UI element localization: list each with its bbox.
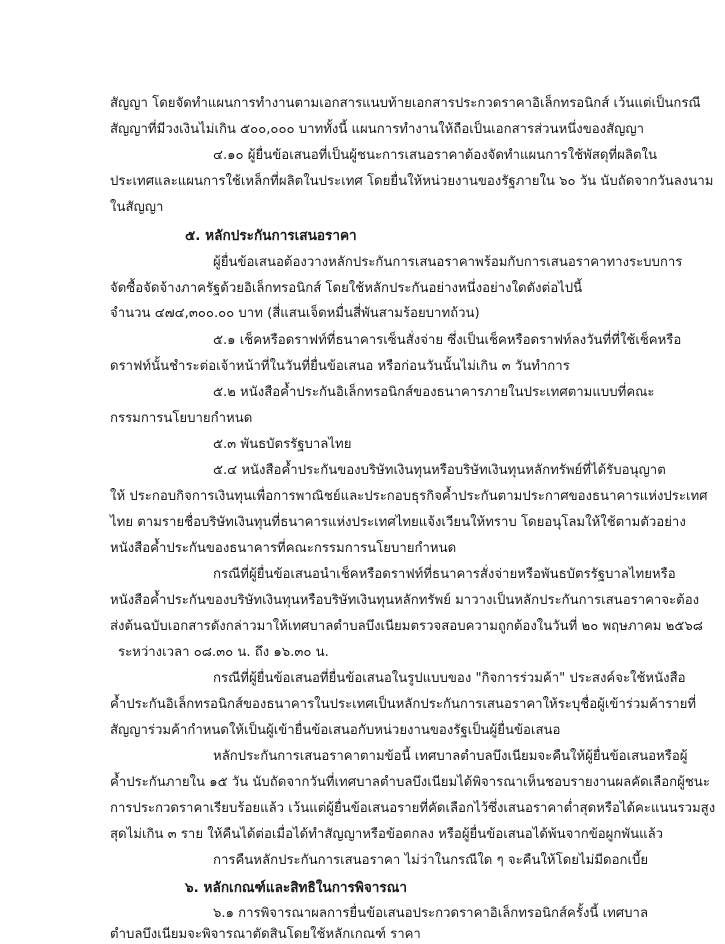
clause-6-1: ๖.๑ การพิจารณาผลการยื่นข้อเสนอประกวดราคาอิเล็กทรอนิกส์ครั้งนี้ เทศบาล xyxy=(213,906,649,921)
clause-4-10-heading: ๔.๑๐ ผู้ยื่นข้อเสนอที่เป็นผู้ชนะการเสนอราคาต้องจัดทำแผนการใช้พัสดุที่ผลิตใน xyxy=(213,148,657,163)
text-line: ค้ำประกันอิเล็กทรอนิกส์ของธนาคารในประเทศเป็นหลักประกันการเสนอราคาให้ระบุชื่อผู้เข้าร่วมค้ารายที่ xyxy=(110,697,697,712)
text-line: กรณีที่ผู้ยื่นข้อเสนอที่ยื่นข้อเสนอในรูปแบบของ "กิจการร่วมค้า" ประสงค์จะใช้หนังสือ xyxy=(213,671,686,686)
text-line: หนังสือค้ำประกันของบริษัทเงินทุนหรือบริษัทเงินทุนหลักทรัพย์ มาวางเป็นหลักประกันการเสนอราคาจะต้อง xyxy=(110,593,700,608)
text-line: หนังสือค้ำประกันของธนาคารที่คณะกรรมการนโยบายกำหนด xyxy=(110,541,457,556)
clause-5-3: ๕.๓ พันธบัตรรัฐบาลไทย xyxy=(213,437,352,452)
text-line: หลักประกันการเสนอราคาตามข้อนี้ เทศบาลตำบลบึงเนียมจะคืนให้ผู้ยื่นข้อเสนอหรือผู้ xyxy=(213,749,688,764)
section-5-heading: ๕. หลักประกันการเสนอราคา xyxy=(185,228,357,244)
section-6-heading: ๖. หลักเกณฑ์และสิทธิในการพิจารณา xyxy=(185,880,407,896)
text-line: กรณีที่ผู้ยื่นข้อเสนอนำเช็คหรือดราฟท์ที่ธนาคารสั่งจ่ายหรือพันธบัตรรัฐบาลไทยหรือ xyxy=(213,567,676,582)
text-line: ผู้ยื่นข้อเสนอต้องวางหลักประกันการเสนอราคาพร้อมกับการเสนอราคาทางระบบการ xyxy=(213,255,683,270)
clause-5-4: ๕.๔ หนังสือค้ำประกันของบริษัทเงินทุนหรือบริษัทเงินทุนหลักทรัพย์ที่ได้รับอนุญาต xyxy=(213,463,666,478)
text-line: การประกวดราคาเรียบร้อยแล้ว เว้นแต่ผู้ยื่นข้อเสนอรายที่คัดเลือกไว้ซึ่งเสนอราคาต่ำสุดหรือได้คะแนนรวมสูง xyxy=(110,801,716,816)
text-line: สุดไม่เกิน ๓ ราย ให้คืนได้ต่อเมื่อได้ทำสัญญาหรือข้อตกลง หรือผู้ยื่นข้อเสนอได้พ้นจากข้อผูกพันแล้ว xyxy=(110,827,664,842)
text-line: ค้ำประกันภายใน ๑๕ วัน นับถัดจากวันที่เทศบาลตำบลบึงเนียมได้พิจารณาเห็นชอบรายงานผลคัดเลือกผู้ชนะ xyxy=(110,775,710,790)
text-line: ดราฟท์นั้นชำระต่อเจ้าหน้าที่ในวันที่ยื่นข้อเสนอ หรือก่อนวันนั้นไม่เกิน ๓ วันทำการ xyxy=(110,359,570,374)
text-line: ประเทศและแผนการใช้เหล็กที่ผลิตในประเทศ โดยยื่นให้หน่วยงานของรัฐภายใน ๖๐ วัน นับถัดจากวันลงนาม xyxy=(110,174,714,189)
text-line: สัญญา โดยจัดทำแผนการทำงานตามเอกสารแนบท้ายเอกสารประกวดราคาอิเล็กทรอนิกส์ เว้นแต่เป็นกรณี xyxy=(110,96,701,111)
text-line: ไทย ตามรายชื่อบริษัทเงินทุนที่ธนาคารแห่งประเทศไทยแจ้งเวียนให้ทราบ โดยอนุโลมให้ใช้ตามตัวอย่าง xyxy=(110,515,686,530)
text-line: ให้ ประกอบกิจการเงินทุนเพื่อการพาณิชย์และประกอบธุรกิจค้ำประกันตามประกาศของธนาคารแห่งประเทศ xyxy=(110,489,708,504)
guarantee-amount: จำนวน ๔๗๔,๓๐๐.๐๐ บาท (สี่แสนเจ็ดหมื่นสี่พันสามร้อยบาทถ้วน) xyxy=(110,306,480,321)
clause-5-2: ๕.๒ หนังสือค้ำประกันอิเล็กทรอนิกส์ของธนาคารภายในประเทศตามแบบที่คณะ xyxy=(213,385,655,400)
text-line: สัญญาที่มีวงเงินไม่เกิน ๕๐๐,๐๐๐ บาททั้งนี้ แผนการทำงานให้ถือเป็นเอกสารส่วนหนึ่งของสัญญา xyxy=(110,122,645,137)
text-line: ในสัญญา xyxy=(110,200,164,215)
clause-5-1: ๕.๑ เช็คหรือดราฟท์ที่ธนาคารเซ็นสั่งจ่าย ซึ่งเป็นเช็คหรือดราฟท์ลงวันที่ที่ใช้เช็คหรือ xyxy=(213,333,682,348)
text-line: การคืนหลักประกันการเสนอราคา ไม่ว่าในกรณีใด ๆ จะคืนให้โดยไม่มีดอกเบี้ย xyxy=(213,853,649,868)
text-line: จัดซื้อจัดจ้างภาครัฐด้วยอิเล็กทรอนิกส์ โดยใช้หลักประกันอย่างหนึ่งอย่างใดดังต่อไปนี้ xyxy=(110,281,583,296)
text-line: ส่งต้นฉบับเอกสารดังกล่าวมาให้เทศบาลตำบลบึงเนียมตรวจสอบความถูกต้องในวันที่ ๒๐ พฤษภาคม ๒๕๖๘ xyxy=(110,619,703,634)
text-line: สัญญาร่วมค้ากำหนดให้เป็นผู้เข้ายื่นข้อเสนอกับหน่วยงานของรัฐเป็นผู้ยื่นข้อเสนอ xyxy=(110,723,561,738)
text-line: ตำบลบึงเนียมจะพิจารณาตัดสินโดยใช้หลักเกณฑ์ ราคา xyxy=(110,927,421,942)
text-line: ระหว่างเวลา ๐๘.๓๐ น. ถึง ๑๖.๓๐ น. xyxy=(118,645,329,660)
text-line: กรรมการนโยบายกำหนด xyxy=(110,411,253,426)
